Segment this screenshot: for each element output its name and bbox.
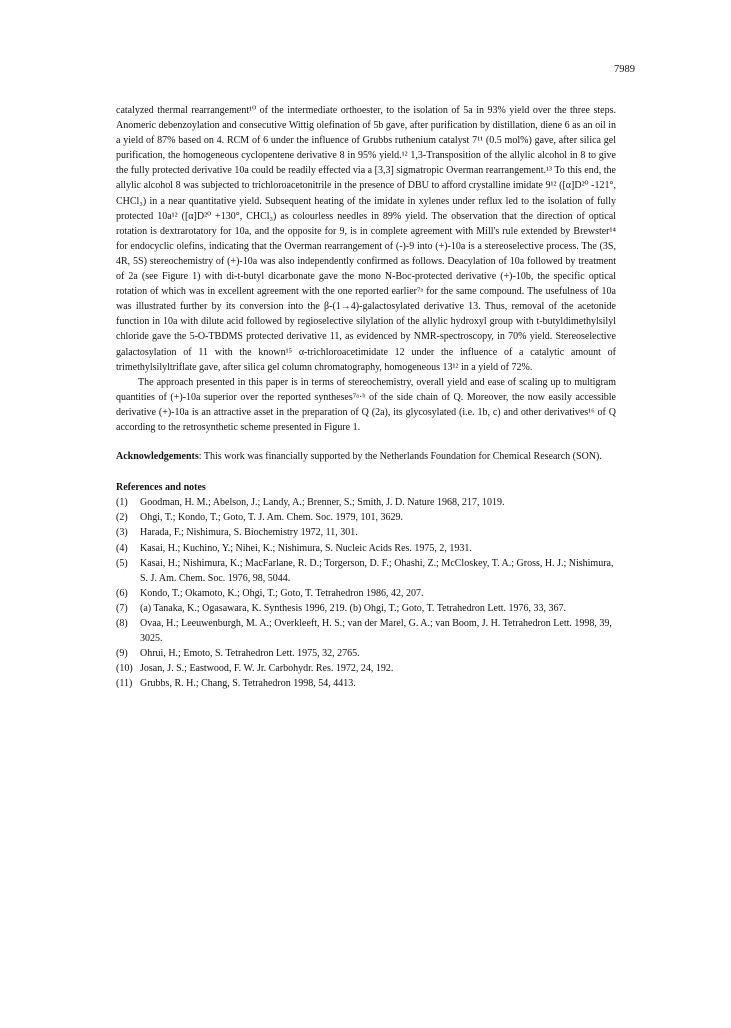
reference-text: Kasai, H.; Kuchino, Y.; Nihei, K.; Nishimura, S. Nucleic Acids Res. 1975, 2, 1931. xyxy=(140,542,472,554)
reference-text: Kondo, T.; Okamoto, K.; Ohgi, T.; Goto, T. Tetrahedron 1986, 42, 207. xyxy=(140,587,424,599)
acknowledgements-label: Acknowledgements xyxy=(116,451,199,463)
body-paragraph-1: catalyzed thermal rearrangement¹⁰ of the intermediate orthoester, to the isolation of 5a in 93% yield over the three steps. Anomeric debenzoylation and consecutive Wittig olefination of 5b gave, after purification by distillation, diene 6 as an oil in a yield of 87% based on 4. RCM of 6 under the influence of Grubbs ruthenium catalyst 7¹¹ (0.5 mol%) gave, after silica gel purification, the homogeneous cyclopentene derivative 8 in 95% yield.¹² 1,3-Transposition of the allylic alcohol in 8 to give the fully protected derivative 10a could be readily effected via a [3,3] sigmatropic Overman rearrangement.¹³ To this end, the allylic alcohol 8 was subjected to trichloroacetonitrile in the presence of DBU to afford crystalline imidate 9¹² ([α]D²⁰ -121°, CHCl₃) in a near quantitative yield. Subsequent heating of the imidate in xylenes under reflux led to the isolation of fully protected 10a¹² ([α]D²⁰ +130°, CHCl₃) as colourless needles in 89% yield. The observation that the direction of optical rotation is dextrarotatory for 10a, and the opposite for 9, is in complete agreement with Mill's rule extended by Brewster¹⁴ for endocyclic olefins, indicating that the Overman rearrangement of (-)-9 into (+)-10a is a stereoselective process. The (3S, 4R, 5S) stereochemistry of (+)-10a was also independently confirmed as follows. Deacylation of 10a followed by treatment of 2a (see Figure 1) with di-t-butyl dicarbonate gave the mono N-Boc-protected derivative (+)-10b, the specific optical rotation of which was in excellent agreement with the one reported earlier⁷ᵃ for the same compound. The usefulness of 10a was illustrated further by its conversion into the β-(1→4)-galactosylated derivative 13. Thus, removal of the acetonide function in 10a with dilute acid followed by regioselective silylation of the allylic hydroxyl group with t-butyldimethylsilyl chloride gave the 5-O-TBDMS protected derivative 11, as evidenced by NMR-spectroscopy, in 70% yield. Stereoselective galactosylation of 11 with the known¹⁵ α-trichloroacetimidate 12 under the influence of a catalytic amount of trimethylsilyltriflate gave, after silica gel column chromatography, homogeneous 13¹² in a yield of 72%. xyxy=(116,105,616,373)
reference-text: Ovaa, H.; Leeuwenburgh, M. A.; Overkleeft, H. S.; van der Marel, G. A.; van Boom, J. H. Tetrahedron Lett. 1998, 39, 3025. xyxy=(140,618,612,645)
reference-number: (3) xyxy=(116,527,128,539)
reference-number: (10) xyxy=(116,663,133,675)
page-number: 7989 xyxy=(614,64,635,75)
reference-item xyxy=(116,661,616,676)
reference-item xyxy=(116,601,616,616)
acknowledgements-text: : This work was financially supported by the Netherlands Foundation for Chemical Research (SON). xyxy=(198,451,602,463)
reference-number: (9) xyxy=(116,648,128,660)
reference-number: (4) xyxy=(116,542,128,554)
references-heading: References and notes xyxy=(116,482,206,494)
reference-item xyxy=(116,495,616,510)
reference-text: Kasai, H.; Nishimura, K.; MacFarlane, R. D.; Torgerson, D. F.; Ohashi, Z.; McCloskey, T. A.; Gross, H. J.; Nishimura, S. J. Am. Chem. Soc. 1976, 98, 5044. xyxy=(140,557,614,584)
reference-text: Josan, J. S.; Eastwood, F. W. Jr. Carbohydr. Res. 1972, 24, 192. xyxy=(140,663,394,675)
reference-number: (6) xyxy=(116,587,128,599)
reference-number: (11) xyxy=(116,678,133,690)
reference-number: (8) xyxy=(116,618,128,629)
reference-item xyxy=(116,525,616,540)
reference-text: Grubbs, R. H.; Chang, S. Tetrahedron 1998, 54, 4413. xyxy=(140,678,356,690)
body-paragraph-2: The approach presented in this paper is in terms of stereochemistry, overall yield and ease of scaling up to multigram quantities of (+)-10a superior over the reported syntheses⁷ᵃ·ᵇ of the side chain of Q. Moreover, the now easily accessible derivative (+)-10a is an attractive asset in the preparation of Q (2a), its glycosylated (i.e. 1b, c) and other derivatives¹⁶ of Q according to the retrosynthetic scheme presented in Figure 1. xyxy=(116,376,616,433)
reference-text: Goodman, H. M.; Abelson, J.; Landy, A.; Brenner, S.; Smith, J. D. Nature 1968, 217, 1019. xyxy=(140,497,505,509)
reference-item xyxy=(116,676,616,691)
acknowledgements xyxy=(116,449,616,464)
reference-text: Ohgi, T.; Kondo, T.; Goto, T. J. Am. Chem. Soc. 1979, 101, 3629. xyxy=(140,512,404,524)
reference-item xyxy=(116,646,616,661)
reference-item xyxy=(116,556,616,586)
reference-item xyxy=(116,616,616,646)
reference-number: (7) xyxy=(116,602,128,614)
article-body xyxy=(116,103,616,691)
reference-text: (a) Tanaka, K.; Ogasawara, K. Synthesis 1996, 219. (b) Ohgi, T.; Goto, T. Tetrahedron Lett. 1976, 33, 367. xyxy=(140,602,567,614)
reference-item xyxy=(116,586,616,601)
reference-text: Harada, F.; Nishimura, S. Biochemistry 1972, 11, 301. xyxy=(140,527,358,539)
reference-number: (2) xyxy=(116,512,128,524)
reference-item xyxy=(116,541,616,556)
reference-item xyxy=(116,510,616,525)
reference-number: (1) xyxy=(116,497,128,509)
reference-text: Ohrui, H.; Emoto, S. Tetrahedron Lett. 1975, 32, 2765. xyxy=(140,648,360,660)
reference-number: (5) xyxy=(116,557,128,569)
references-list xyxy=(116,495,616,691)
